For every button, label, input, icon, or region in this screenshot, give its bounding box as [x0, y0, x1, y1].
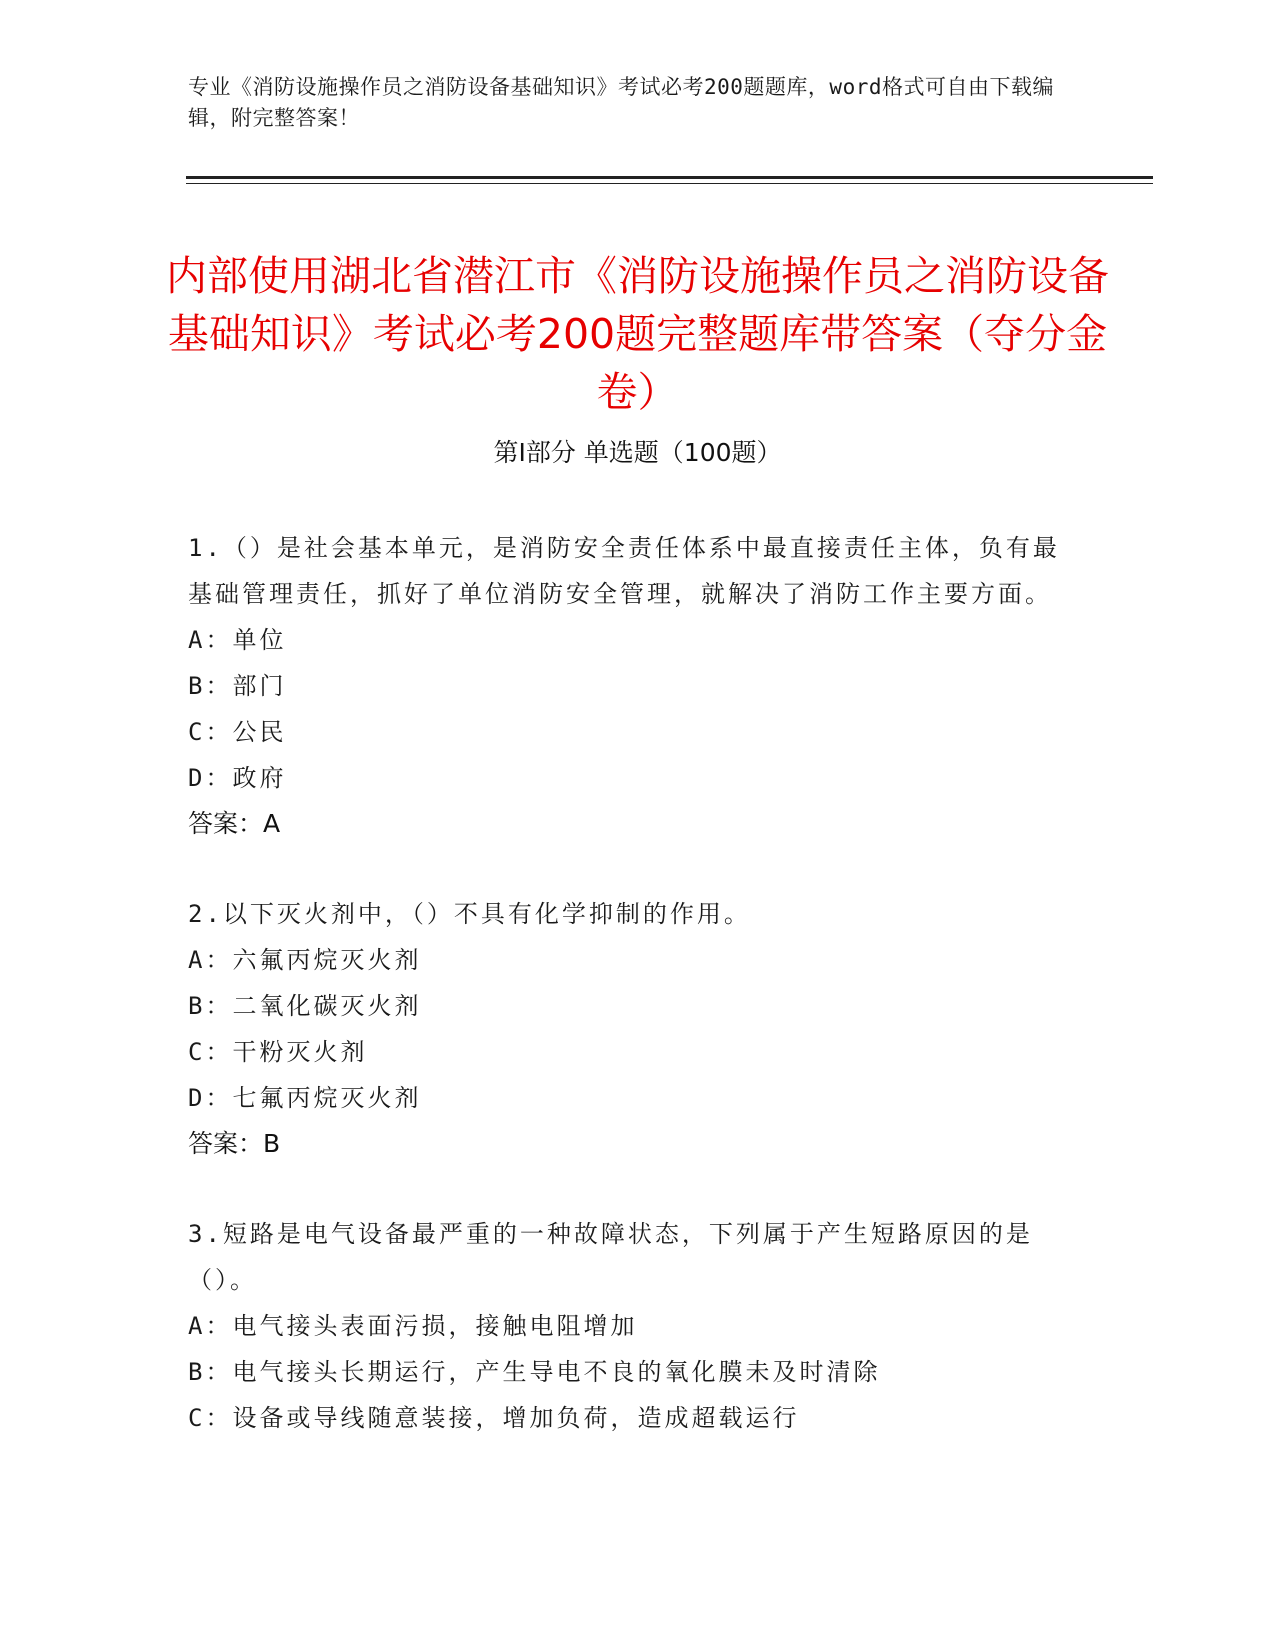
answer: 答案：B [188, 1129, 281, 1158]
option-d: D：政府 [188, 764, 287, 792]
question-text: 3.短路是电气设备最严重的一种故障状态，下列属于产生短路原因的是（）。 [188, 1220, 1033, 1294]
question-text: 1.（）是社会基本单元，是消防安全责任体系中最直接责任主体，负有最基础管理责任，抓好了单位消防安全管理，就解决了消防工作主要方面。 [188, 534, 1060, 608]
option-a: A：六氟丙烷灭火剂 [188, 946, 422, 974]
option-c: C：设备或导线随意装接，增加负荷，造成超载运行 [188, 1404, 800, 1432]
header-rule-thick [186, 176, 1153, 179]
header-note: 专业《消防设施操作员之消防设备基础知识》考试必考200题题库，word格式可自由下载编辑，附完整答案！ [188, 75, 1054, 130]
option-b: B：二氧化碳灭火剂 [188, 992, 422, 1020]
header-rule-thin [186, 183, 1153, 184]
option-a: A：电气接头表面污损，接触电阻增加 [188, 1312, 638, 1340]
answer: 答案：A [188, 809, 281, 838]
question-list [188, 525, 1068, 1485]
option-a: A：单位 [188, 626, 287, 654]
question-2 [188, 891, 1068, 1167]
option-d: D：七氟丙烷灭火剂 [188, 1084, 422, 1112]
question-3 [188, 1211, 1068, 1441]
section-heading: 第Ⅰ部分 单选题（100题） [493, 438, 782, 467]
option-c: C：公民 [188, 718, 287, 746]
option-c: C：干粉灭火剂 [188, 1038, 368, 1066]
option-b: B：部门 [188, 672, 287, 700]
question-1 [188, 525, 1068, 847]
question-text: 2.以下灭火剂中，（）不具有化学抑制的作用。 [188, 900, 751, 928]
option-b: B：电气接头长期运行，产生导电不良的氧化膜未及时清除 [188, 1358, 881, 1386]
document-title: 内部使用湖北省潜江市《消防设施操作员之消防设备基础知识》考试必考200题完整题库带答案（夺分金卷） [166, 252, 1109, 417]
